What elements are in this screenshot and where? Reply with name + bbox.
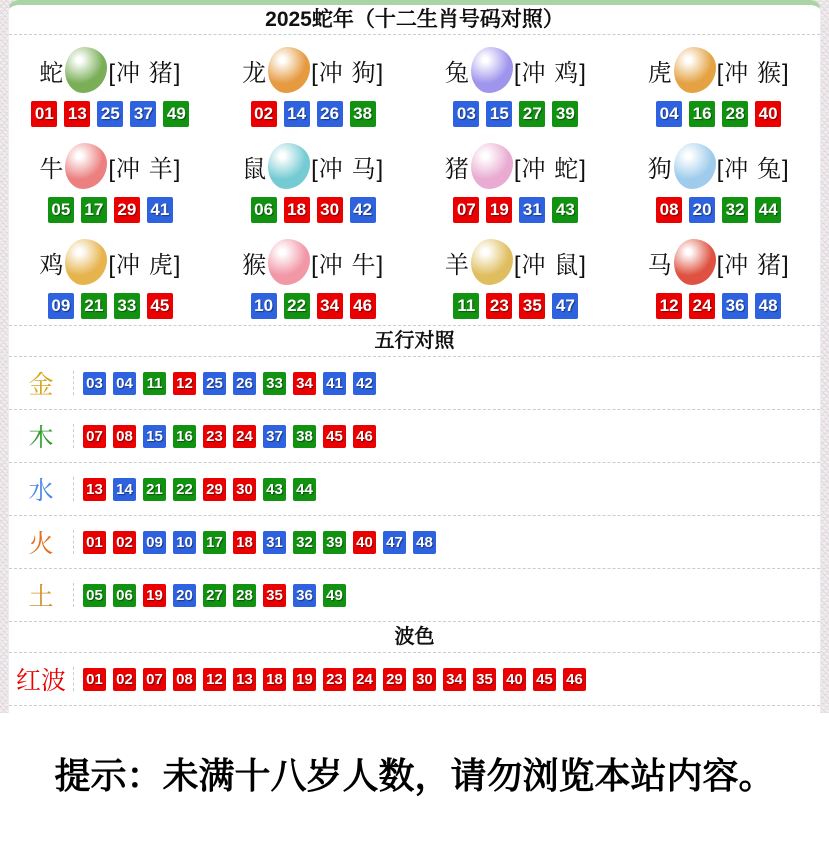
zodiac-numbers	[415, 293, 618, 319]
number-ball: 34	[443, 668, 466, 691]
number-ball: 19	[293, 668, 316, 691]
page-title: 2025蛇年（十二生肖号码对照）	[9, 5, 820, 35]
number-ball: 38	[293, 425, 316, 448]
zodiac-cell	[415, 37, 618, 133]
number-ball: 49	[323, 584, 346, 607]
zodiac-clash: [冲 蛇]	[513, 155, 587, 183]
wave-label: 红波	[15, 667, 66, 695]
number-ball: 13	[64, 101, 90, 127]
zodiac-cell	[9, 133, 212, 229]
number-ball: 23	[323, 668, 346, 691]
zodiac-header	[415, 44, 618, 96]
number-ball: 19	[143, 584, 166, 607]
zodiac-name: 虎	[647, 59, 673, 87]
monkey-icon	[268, 239, 310, 285]
zodiac-clash: [冲 虎]	[108, 251, 182, 279]
number-ball: 43	[263, 478, 286, 501]
tiger-icon	[674, 47, 716, 93]
number-ball: 28	[722, 101, 748, 127]
number-ball: 02	[113, 668, 136, 691]
number-ball: 24	[689, 293, 715, 319]
number-ball: 34	[293, 372, 316, 395]
zodiac-header	[415, 236, 618, 288]
element-numbers	[73, 530, 820, 554]
number-ball: 40	[503, 668, 526, 691]
zodiac-clash: [冲 猪]	[716, 251, 790, 279]
number-ball: 30	[317, 197, 343, 223]
number-ball: 34	[317, 293, 343, 319]
number-ball: 39	[323, 531, 346, 554]
number-ball: 08	[173, 668, 196, 691]
number-ball: 01	[83, 531, 106, 554]
pig-icon	[471, 143, 513, 189]
element-numbers	[73, 583, 820, 607]
zodiac-name: 狗	[647, 155, 673, 183]
number-ball: 25	[97, 101, 123, 127]
number-ball: 32	[293, 531, 316, 554]
number-ball: 15	[486, 101, 512, 127]
zodiac-header	[212, 236, 415, 288]
number-ball: 22	[284, 293, 310, 319]
number-ball: 31	[519, 197, 545, 223]
number-ball: 42	[350, 197, 376, 223]
number-ball: 23	[203, 425, 226, 448]
number-ball: 17	[203, 531, 226, 554]
five-elements-title: 五行对照	[9, 325, 820, 356]
number-ball: 44	[755, 197, 781, 223]
number-ball: 24	[233, 425, 256, 448]
zodiac-header	[9, 236, 212, 288]
element-row	[9, 409, 820, 462]
dog-icon	[674, 143, 716, 189]
number-ball: 36	[722, 293, 748, 319]
number-ball: 16	[173, 425, 196, 448]
number-ball: 13	[233, 668, 256, 691]
number-ball: 05	[83, 584, 106, 607]
number-ball: 33	[263, 372, 286, 395]
number-ball: 04	[113, 372, 136, 395]
zodiac-cell	[212, 37, 415, 133]
number-ball: 35	[263, 584, 286, 607]
zodiac-header	[212, 140, 415, 192]
number-ball: 02	[251, 101, 277, 127]
element-label: 水	[28, 477, 54, 505]
zodiac-name: 鸡	[39, 251, 65, 279]
zodiac-name: 马	[647, 251, 673, 279]
rabbit-icon	[471, 47, 513, 93]
number-ball: 19	[486, 197, 512, 223]
number-ball: 33	[114, 293, 140, 319]
rat-icon	[268, 143, 310, 189]
zodiac-numbers	[617, 101, 820, 127]
number-ball: 12	[656, 293, 682, 319]
number-ball: 11	[143, 372, 166, 395]
number-ball: 37	[130, 101, 156, 127]
zodiac-cell	[9, 37, 212, 133]
number-ball: 29	[114, 197, 140, 223]
number-ball: 46	[353, 425, 376, 448]
zodiac-clash: [冲 猴]	[716, 59, 790, 87]
zodiac-name: 蛇	[39, 59, 65, 87]
number-ball: 21	[81, 293, 107, 319]
dragon-icon	[268, 47, 310, 93]
element-numbers	[73, 371, 820, 395]
number-ball: 45	[147, 293, 173, 319]
element-row	[9, 568, 820, 621]
number-ball: 01	[31, 101, 57, 127]
element-numbers	[73, 424, 820, 448]
element-row	[9, 356, 820, 409]
number-ball: 22	[173, 478, 196, 501]
number-ball: 48	[413, 531, 436, 554]
zodiac-header	[212, 44, 415, 96]
number-ball: 08	[113, 425, 136, 448]
number-ball: 49	[163, 101, 189, 127]
number-ball: 07	[83, 425, 106, 448]
zodiac-header	[617, 44, 820, 96]
number-ball: 04	[656, 101, 682, 127]
number-ball: 14	[113, 478, 136, 501]
zodiac-header	[617, 236, 820, 288]
number-ball: 42	[353, 372, 376, 395]
number-ball: 40	[755, 101, 781, 127]
number-ball: 41	[147, 197, 173, 223]
zodiac-numbers	[9, 293, 212, 319]
number-ball: 35	[473, 668, 496, 691]
number-ball: 47	[552, 293, 578, 319]
number-ball: 01	[83, 668, 106, 691]
zodiac-cell	[617, 133, 820, 229]
element-label: 金	[28, 371, 54, 399]
zodiac-numbers	[212, 101, 415, 127]
zodiac-name: 猪	[444, 155, 470, 183]
zodiac-header	[617, 140, 820, 192]
zodiac-numbers	[9, 101, 212, 127]
number-ball: 18	[233, 531, 256, 554]
zodiac-numbers	[617, 293, 820, 319]
element-label: 木	[28, 424, 54, 452]
footer-notice: 提示：未满十八岁人数，请勿浏览本站内容。	[54, 755, 775, 796]
zodiac-grid	[9, 35, 820, 325]
zodiac-cell	[212, 133, 415, 229]
element-numbers	[73, 477, 820, 501]
number-ball: 48	[755, 293, 781, 319]
number-ball: 44	[293, 478, 316, 501]
number-ball: 36	[293, 584, 316, 607]
number-ball: 37	[263, 425, 286, 448]
zodiac-name: 猴	[242, 251, 268, 279]
number-ball: 24	[353, 668, 376, 691]
number-ball: 23	[486, 293, 512, 319]
number-ball: 12	[173, 372, 196, 395]
number-ball: 12	[203, 668, 226, 691]
horse-icon	[674, 239, 716, 285]
number-ball: 20	[689, 197, 715, 223]
number-ball: 39	[552, 101, 578, 127]
number-ball: 08	[656, 197, 682, 223]
number-ball: 03	[453, 101, 479, 127]
number-ball: 46	[563, 668, 586, 691]
number-ball: 27	[203, 584, 226, 607]
zodiac-cell	[415, 229, 618, 325]
zodiac-name: 龙	[242, 59, 268, 87]
wave-row	[9, 705, 820, 713]
number-ball: 26	[317, 101, 343, 127]
number-ball: 30	[233, 478, 256, 501]
number-ball: 35	[519, 293, 545, 319]
number-ball: 29	[203, 478, 226, 501]
zodiac-cell	[212, 229, 415, 325]
element-row	[9, 462, 820, 515]
number-ball: 07	[143, 668, 166, 691]
zodiac-table-panel	[8, 0, 821, 713]
zodiac-cell	[617, 229, 820, 325]
number-ball: 41	[323, 372, 346, 395]
number-ball: 11	[453, 293, 479, 319]
number-ball: 09	[143, 531, 166, 554]
number-ball: 38	[350, 101, 376, 127]
number-ball: 31	[263, 531, 286, 554]
number-ball: 25	[203, 372, 226, 395]
number-ball: 46	[350, 293, 376, 319]
rooster-icon	[65, 239, 107, 285]
zodiac-numbers	[212, 197, 415, 223]
zodiac-clash: [冲 兔]	[716, 155, 790, 183]
number-ball: 27	[519, 101, 545, 127]
number-ball: 03	[83, 372, 106, 395]
number-ball: 40	[353, 531, 376, 554]
zodiac-name: 羊	[444, 251, 470, 279]
number-ball: 06	[251, 197, 277, 223]
number-ball: 09	[48, 293, 74, 319]
zodiac-clash: [冲 猪]	[108, 59, 182, 87]
number-ball: 43	[552, 197, 578, 223]
zodiac-name: 牛	[39, 155, 65, 183]
number-ball: 02	[113, 531, 136, 554]
number-ball: 28	[233, 584, 256, 607]
zodiac-clash: [冲 马]	[311, 155, 385, 183]
number-ball: 05	[48, 197, 74, 223]
zodiac-numbers	[617, 197, 820, 223]
number-ball: 15	[143, 425, 166, 448]
zodiac-name: 兔	[444, 59, 470, 87]
ox-icon	[65, 143, 107, 189]
zodiac-header	[9, 140, 212, 192]
zodiac-name: 鼠	[242, 155, 268, 183]
number-ball: 18	[284, 197, 310, 223]
zodiac-clash: [冲 鼠]	[513, 251, 587, 279]
number-ball: 10	[173, 531, 196, 554]
zodiac-header	[9, 44, 212, 96]
zodiac-clash: [冲 狗]	[311, 59, 385, 87]
number-ball: 20	[173, 584, 196, 607]
goat-icon	[471, 239, 513, 285]
number-ball: 06	[113, 584, 136, 607]
number-ball: 10	[251, 293, 277, 319]
number-ball: 16	[689, 101, 715, 127]
zodiac-clash: [冲 牛]	[311, 251, 385, 279]
element-label: 土	[28, 583, 54, 611]
zodiac-cell	[9, 229, 212, 325]
zodiac-header	[415, 140, 618, 192]
wave-color-title: 波色	[9, 621, 820, 652]
wave-numbers	[73, 667, 820, 691]
wave-color-rows	[9, 652, 820, 713]
number-ball: 32	[722, 197, 748, 223]
number-ball: 45	[323, 425, 346, 448]
snake-icon	[65, 47, 107, 93]
number-ball: 18	[263, 668, 286, 691]
number-ball: 47	[383, 531, 406, 554]
number-ball: 14	[284, 101, 310, 127]
number-ball: 07	[453, 197, 479, 223]
number-ball: 21	[143, 478, 166, 501]
number-ball: 30	[413, 668, 436, 691]
zodiac-numbers	[9, 197, 212, 223]
zodiac-numbers	[415, 101, 618, 127]
element-row	[9, 515, 820, 568]
number-ball: 29	[383, 668, 406, 691]
zodiac-cell	[415, 133, 618, 229]
zodiac-clash: [冲 鸡]	[513, 59, 587, 87]
number-ball: 13	[83, 478, 106, 501]
number-ball: 45	[533, 668, 556, 691]
zodiac-clash: [冲 羊]	[108, 155, 182, 183]
five-elements-rows	[9, 356, 820, 621]
wave-row	[9, 652, 820, 705]
zodiac-numbers	[212, 293, 415, 319]
zodiac-numbers	[415, 197, 618, 223]
number-ball: 17	[81, 197, 107, 223]
element-label: 火	[28, 530, 54, 558]
zodiac-cell	[617, 37, 820, 133]
number-ball: 26	[233, 372, 256, 395]
